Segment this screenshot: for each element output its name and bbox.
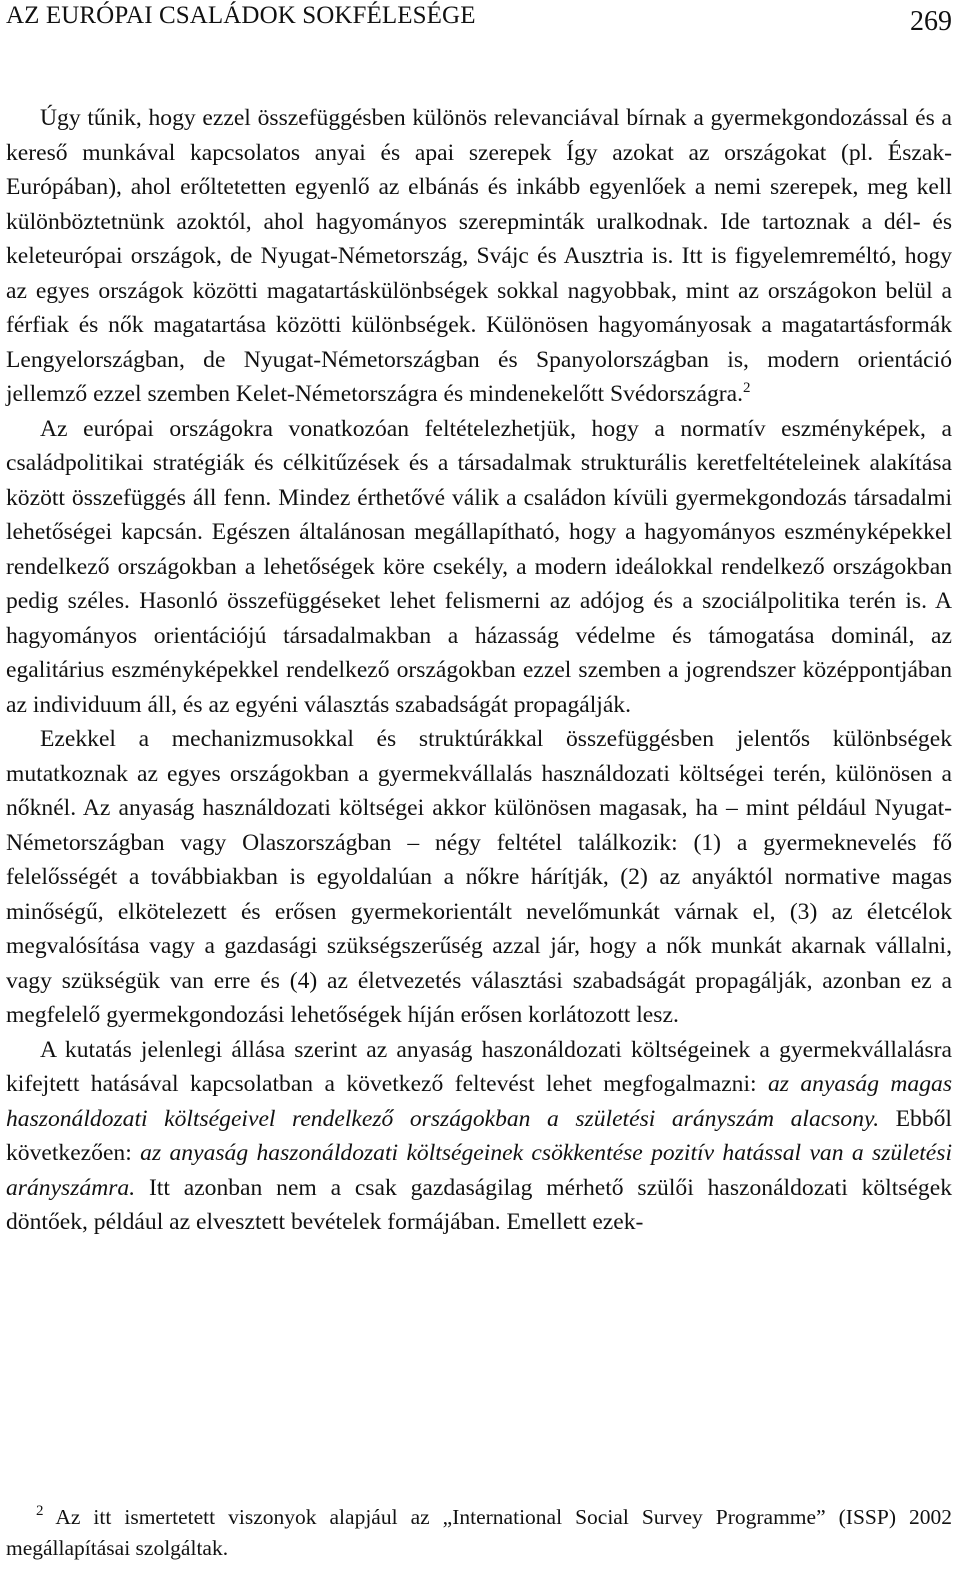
paragraph-3: Ezekkel a mechanizmusokkal és struktúrákkal összefüggésben jelentős különbségek mutatkoznak az egyes országokban a gyermekvállalás használdozati költségei terén, különösen a nőknél. Az anyaság használdozati költségei akkor különösen magasak, ha – mint például Nyugat-Németországban vagy Olaszországban – négy feltétel találkozik: (1) a gyermeknevelés fő felelősségét a továbbiakban is egyoldalúan a nőkre hárítják, (2) az anyáktól normative magas minőségű, elkötelezett és erősen gyermekorientált nevelőmunkát várnak el, (3) az életcélok megvalósítása vagy a gazdasági szükségszerűség azzal jár, hogy a nők munkát akarnak vállalni, vagy szükségük van erre és (4) az életvezetés választási szabadságát propagálják, azonban ez a megfelelő gyermekgondozási lehetőségek híján erősen korlátozott lesz. — [6, 726, 952, 1028]
chapter-title: AZ EURÓPAI CSALÁDOK SOKFÉLESÉGE — [6, 2, 476, 29]
paragraph-4-text-b: Ebből következően: — [6, 1105, 952, 1166]
main-text — [6, 101, 952, 1240]
paragraph-1 — [6, 101, 952, 412]
page-number: 269 — [910, 6, 952, 37]
footnote-reference: 2 — [742, 380, 751, 396]
hypothesis-2: az anyaság haszonáldozati költségeinek csökkentése pozitív hatással van a születési arányszámra. — [6, 1140, 952, 1201]
paragraph-1-text: Úgy tűnik, hogy ezzel összefüggésben különös relevanciával bírnak a gyermekgondozással és a kereső munkával kapcsolatos anyai és apai szerepek Így azokat az országokat (pl. Észak-Európában), ahol erőltetetten egyenlő az elbánás és inkább egyenlőek a nemi szerepek, meg kell különböztetnünk azoktól, ahol hagyományos szerepminták uralkodnak. Ide tartoznak a dél- és keleteurópai országok, de Nyugat-Németország, Svájc és Ausztria is. Itt is figyelemreméltó, hogy az egyes országok közötti magatartáskülönbségek sokkal nagyobbak, mint az országokon belül a férfiak és nők magatartása közötti különbségek. Különösen hagyományosak a magatartásformák Lengyelországban, de Nyugat-Németországban és Spanyolországban is, modern orientáció jellemző ezzel szemben Kelet-Németországra és mindenekelőtt Svédországra. — [6, 105, 952, 407]
hypothesis-1: az anyaság magas haszonáldozati költségeivel rendelkező országokban a születési arányszám alacsony. — [6, 1071, 953, 1132]
paragraph-4-text-a: A kutatás jelenlegi állása szerint az anyaság haszonáldozati költségeinek a gyermekvállalásra kifejtett hatásával kapcsolatban a következő feltevést lehet megfogalmazni: — [6, 1036, 952, 1097]
paragraph-4 — [6, 1033, 952, 1240]
footnote — [6, 1502, 952, 1564]
footnote-text: Az itt ismertetett viszonyok alapjául az „International Social Survey Programme” (ISSP) 2002 megállapításai szolgáltak. — [6, 1505, 952, 1560]
paragraph-4-text-c: Itt azonban nem a csak gazdaságilag mérhető szülői haszonáldozati költségek döntőek, például az elvesztett bevételek formájában. Emellett ezek- — [6, 1174, 952, 1235]
paragraph-2: Az európai országokra vonatkozóan feltételezhetjük, hogy a normatív eszményképek, a családpolitikai stratégiák és célkitűzések és a társadalmak strukturális keretfeltételeinek alakítása között összefüggés áll fenn. Mindez érthetővé válik a családon kívüli gyermekgondozás társadalmi lehetőségei kapcsán. Egészen általánosan megállapítható, hogy a hagyományos eszményképekkel rendelkező országokban a lehetőségek köre csekély, a modern ideálokkal rendelkező országokban pedig széles. Hasonló összefüggéseket lehet felismerni az adójog és a szociálpolitika terén is. A hagyományos orientációjú társadalmakban a házasság védelme és támogatása dominál, az egalitárius eszményképekkel rendelkező országokban ezzel szemben a jogrendszer középpontjában az individuum áll, és az egyéni választás szabadságát propagálják. — [6, 415, 952, 718]
running-header — [6, 0, 952, 40]
footnote-marker: 2 — [36, 1503, 44, 1519]
